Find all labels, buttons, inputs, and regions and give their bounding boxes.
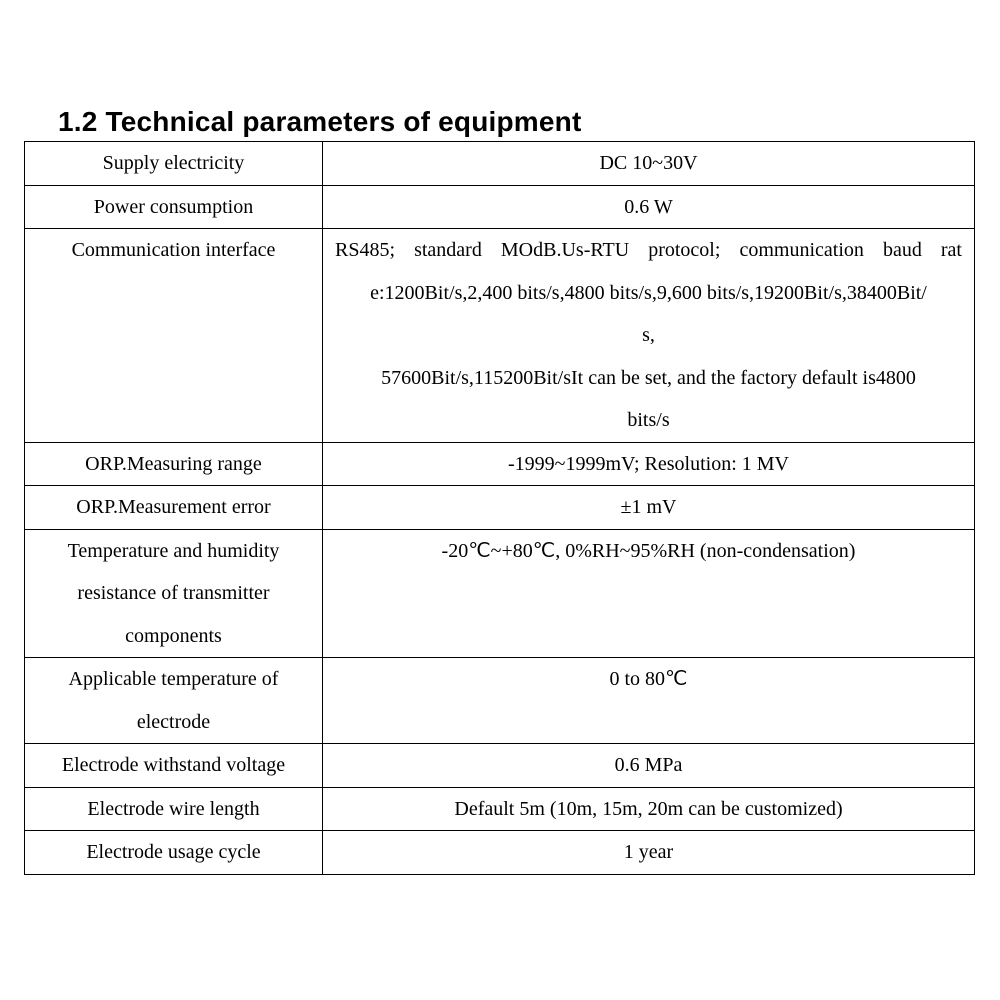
table-row bbox=[25, 831, 975, 875]
parameter-value: Default 5m (10m, 15m, 20m can be customized) bbox=[323, 787, 975, 831]
value-line: s, bbox=[642, 324, 655, 346]
parameter-value: 1 year bbox=[323, 831, 975, 875]
parameter-value: DC 10~30V bbox=[323, 142, 975, 186]
technical-parameters-table bbox=[24, 141, 975, 875]
label-line: Temperature and humidity bbox=[67, 539, 280, 562]
table-row bbox=[25, 658, 975, 744]
parameter-name: ORP.Measuring range bbox=[25, 442, 323, 486]
table-row bbox=[25, 185, 975, 229]
parameter-name: Communication interface bbox=[25, 229, 323, 443]
parameter-name: Electrode usage cycle bbox=[25, 831, 323, 875]
label-line: electrode bbox=[136, 710, 211, 733]
parameter-value: -20℃~+80℃, 0%RH~95%RH (non-condensation) bbox=[323, 529, 975, 658]
table-row bbox=[25, 442, 975, 486]
parameter-value: 0.6 MPa bbox=[323, 744, 975, 788]
parameter-value: 0.6 W bbox=[323, 185, 975, 229]
value-line: e:1200Bit/s,2,400 bits/s,4800 bits/s,9,600 bits/s,19200Bit/s,38400Bit/ bbox=[370, 281, 927, 304]
table-row bbox=[25, 529, 975, 658]
parameter-name: Power consumption bbox=[25, 185, 323, 229]
label-line: Applicable temperature of bbox=[68, 668, 279, 690]
value-line: bits/s bbox=[627, 409, 670, 431]
parameter-value: -1999~1999mV; Resolution: 1 MV bbox=[323, 442, 975, 486]
page-title: 1.2 Technical parameters of equipment bbox=[58, 106, 582, 137]
table-row bbox=[25, 229, 975, 443]
parameter-name bbox=[25, 658, 323, 744]
parameter-value: 0 to 80℃ bbox=[323, 658, 975, 744]
parameter-name: Electrode wire length bbox=[25, 787, 323, 831]
parameter-name: Electrode withstand voltage bbox=[25, 744, 323, 788]
label-line: components bbox=[125, 624, 222, 647]
table-row bbox=[25, 142, 975, 186]
label-line: resistance of transmitter bbox=[77, 582, 270, 604]
value-line: 57600Bit/s,115200Bit/sIt can be set, and the factory default is4800 bbox=[381, 366, 916, 389]
value-line: RS485; standard MOdB.Us-RTU protocol; communication baud rat bbox=[335, 239, 962, 261]
table-row bbox=[25, 744, 975, 788]
parameter-name: ORP.Measurement error bbox=[25, 486, 323, 530]
parameter-value: ±1 mV bbox=[323, 486, 975, 530]
table-row bbox=[25, 486, 975, 530]
parameter-value bbox=[323, 229, 975, 443]
table-row bbox=[25, 787, 975, 831]
parameter-name: Supply electricity bbox=[25, 142, 323, 186]
parameter-name bbox=[25, 529, 323, 658]
